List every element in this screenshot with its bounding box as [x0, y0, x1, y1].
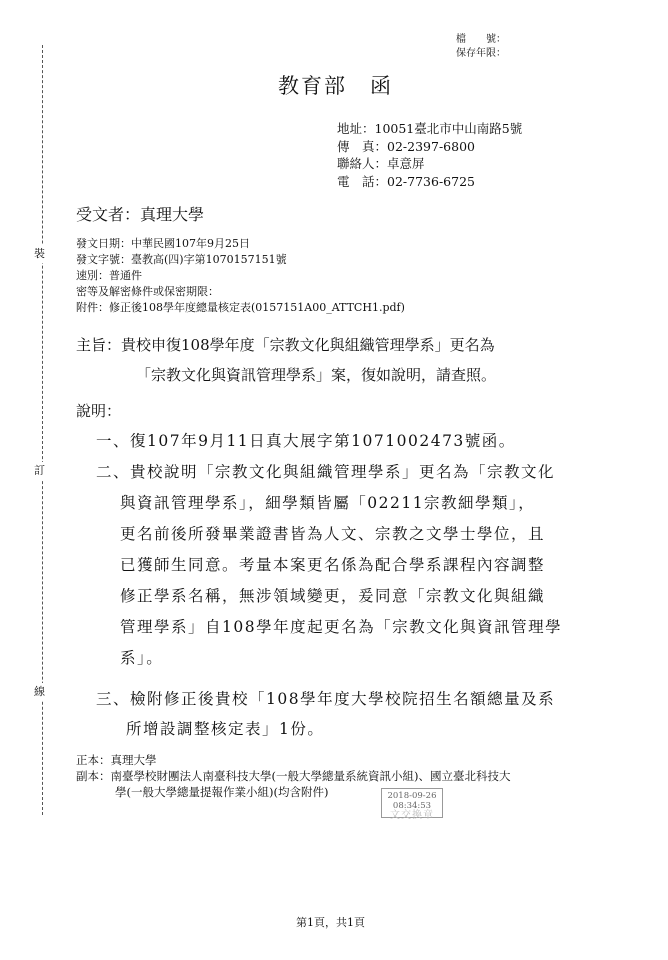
item-1: 一、復107年9月11日真大展字第1071002473號函。 — [96, 432, 516, 450]
stamp-date: 2018-09-26 — [387, 791, 437, 801]
sender-fax: 傳 真：02-2397-6800 — [337, 138, 475, 154]
binding-mark-ding: 訂 — [34, 462, 45, 480]
exchange-stamp — [381, 788, 443, 821]
item-2-line-6: 管理學系」自108學年度起更名為「宗教文化與資訊管理學 — [120, 618, 563, 636]
binding-mark-zhuang: 裝 — [34, 245, 45, 263]
item-2-line-1: 二、貴校說明「宗教文化與組織管理學系」更名為「宗教文化 — [96, 463, 556, 481]
confidentiality: 密等及解密條件或保密期限： — [76, 285, 219, 298]
sender-contact: 聯絡人：卓意屏 — [337, 156, 425, 171]
copy-recipients-line-1: 副本：南臺學校財團法人南臺科技大學(一般大學總量系統資訊小組)、國立臺北科技大 — [76, 769, 511, 783]
original-recipient: 正本：真理大學 — [76, 753, 157, 767]
item-2-line-5: 修正學系名稱，無涉領域變更，爰同意「宗教文化與組織 — [120, 587, 546, 605]
item-2-line-3: 更名前後所發畢業證書皆為人文、宗教之文學士學位，且 — [120, 525, 546, 543]
item-3-line-1: 三、檢附修正後貴校「108學年度大學校院招生名額總量及系 — [96, 690, 556, 708]
copy-recipients-line-2: 學(一般大學總量提報作業小組)(均含附件) — [115, 785, 329, 799]
stamp-time: 08:34:53 — [392, 801, 432, 811]
retention-period-label: 保存年限： — [456, 48, 506, 59]
file-number-label: 檔 號： — [456, 34, 506, 45]
subject-line-1: 主旨：貴校申復108學年度「宗教文化與組織管理學系」更名為 — [76, 336, 495, 354]
item-3-line-2: 所增設調整核定表」1份。 — [126, 720, 325, 738]
item-2-line-2: 與資訊管理學系」，細學類皆屬「02211宗教細學類」， — [120, 494, 536, 512]
page-footer: 第1頁，共1頁 — [296, 916, 365, 929]
stamp-seal-text: 文交換章 — [390, 810, 434, 821]
attachment-link[interactable]: 附件：修正後108學年度總量核定表(0157151A00_ATTCH1.pdf) — [76, 301, 405, 314]
binding-mark-xian: 線 — [34, 683, 45, 701]
recipient: 受文者：真理大學 — [76, 205, 205, 224]
subject-line-2: 「宗教文化與資訊管理學系」案，復如說明，請查照。 — [136, 366, 497, 384]
delivery-speed: 速別：普通件 — [76, 269, 142, 282]
item-2-line-4: 已獲師生同意。考量本案更名係為配合學系課程內容調整 — [120, 556, 546, 574]
document-number: 發文字號：臺教高(四)字第1070157151號 — [76, 253, 287, 266]
explanation-label: 說明： — [76, 402, 122, 420]
item-2-line-7: 系」。 — [120, 649, 164, 667]
document-title: 教育部 函 — [278, 74, 393, 98]
sender-phone: 電 話：02-7736-6725 — [337, 173, 475, 189]
issue-date: 發文日期：中華民國107年9月25日 — [76, 237, 250, 250]
sender-address: 地址：10051臺北市中山南路5號 — [337, 121, 523, 136]
